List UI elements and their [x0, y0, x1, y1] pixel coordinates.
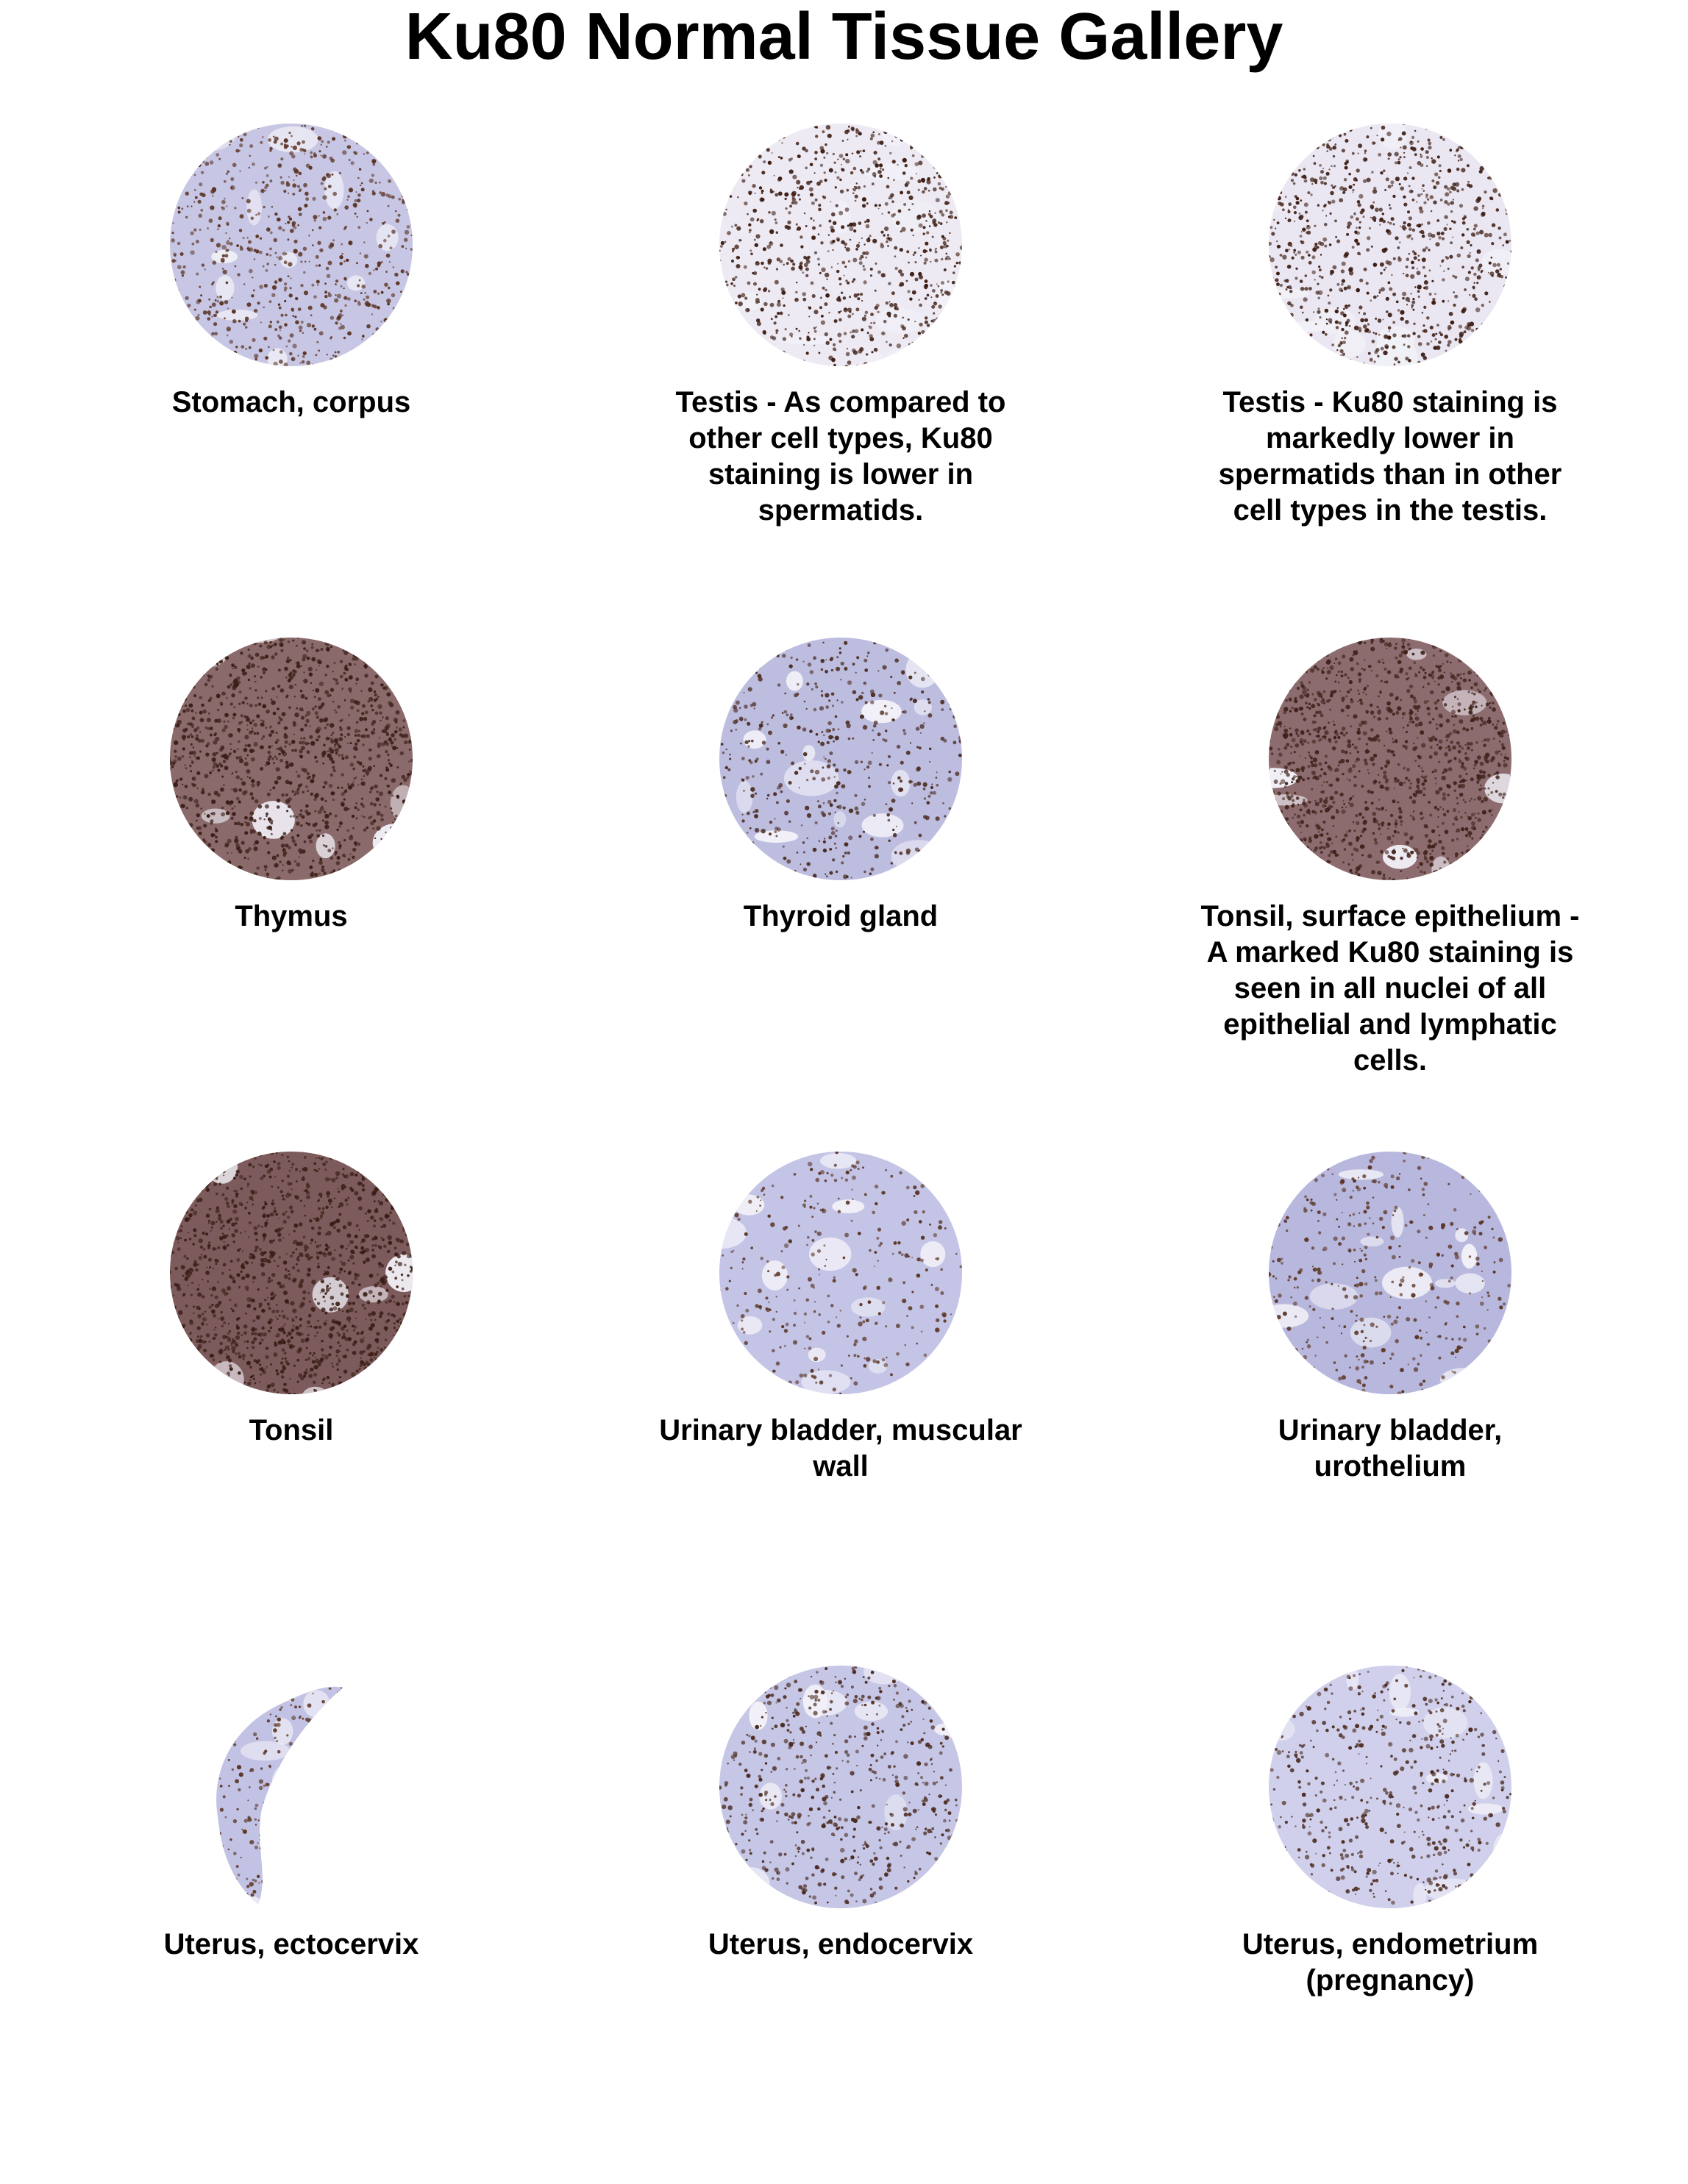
- tissue-core-image: [1265, 634, 1515, 884]
- tissue-caption: Uterus, endocervix: [708, 1928, 974, 1960]
- tissue-tile-urinary-bladder-muscular-wall: [649, 1148, 1032, 1485]
- tissue-core-image: [166, 120, 416, 370]
- page-title: Ku80 Normal Tissue Gallery: [405, 0, 1283, 74]
- tissue-core-image: [1265, 1148, 1515, 1398]
- tissue-caption: Testis - Ku80 staining is markedly lower in spermatids than in other cell types in the testis.: [1218, 386, 1562, 527]
- tissue-core-image: [1265, 1662, 1515, 1912]
- tissue-tile-uterus-ectocervix: [100, 1662, 482, 1963]
- tissue-tile-urinary-bladder-urothelium: [1199, 1148, 1581, 1485]
- tissue-caption: Uterus, endometrium (pregnancy): [1242, 1928, 1539, 1996]
- tissue-tile-testis-1: [649, 120, 1032, 529]
- tissue-caption: Testis - As compared to other cell types, Ku80 staining is lower in spermatids.: [675, 386, 1006, 527]
- tissue-core-image: [1265, 120, 1515, 370]
- tissue-caption: Thyroid gland: [743, 900, 939, 932]
- tissue-core-image: [166, 1662, 416, 1912]
- tissue-tile-stomach-corpus: [100, 120, 482, 421]
- tissue-caption: Uterus, ectocervix: [163, 1928, 419, 1960]
- tissue-caption: Urinary bladder, urothelium: [1278, 1414, 1503, 1482]
- tissue-tile-tonsil-surface-epithelium: [1199, 634, 1581, 1079]
- tissue-core-image: [716, 1662, 966, 1912]
- tissue-tile-tonsil: [100, 1148, 482, 1449]
- tissue-caption: Tonsil, surface epithelium - A marked Ku80 staining is seen in all nuclei of all epithelial and lymphatic cells.: [1200, 900, 1580, 1077]
- tissue-tile-testis-2: [1199, 120, 1581, 529]
- tissue-core-image: [166, 634, 416, 884]
- tissue-caption: Urinary bladder, muscular wall: [659, 1414, 1022, 1482]
- tissue-core-image: [716, 634, 966, 884]
- tissue-tile-thymus: [100, 634, 482, 935]
- tissue-tile-uterus-endometrium-pregnancy: [1199, 1662, 1581, 1999]
- tissue-caption: Stomach, corpus: [171, 386, 411, 418]
- tissue-tile-uterus-endocervix: [649, 1662, 1032, 1963]
- tissue-tile-thyroid-gland: [649, 634, 1032, 935]
- tissue-caption: Tonsil: [249, 1414, 334, 1446]
- tissue-core-image: [166, 1148, 416, 1398]
- tissue-caption: Thymus: [235, 900, 348, 932]
- tissue-core-image: [716, 1148, 966, 1398]
- tissue-core-image: [716, 120, 966, 370]
